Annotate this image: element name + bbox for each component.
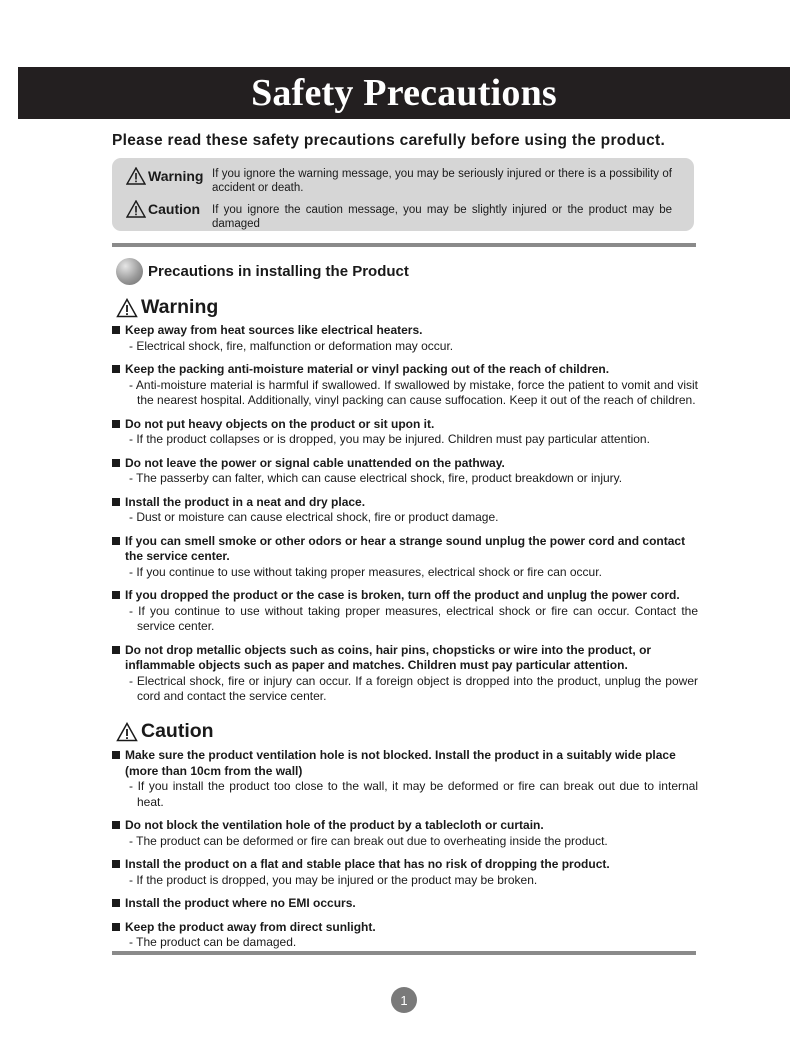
sphere-bullet-icon <box>116 258 143 285</box>
legend-warning-row <box>126 167 672 195</box>
intro-text: Please read these safety precautions carefully before using the product. <box>112 132 666 149</box>
list-item <box>112 896 698 912</box>
warning-list <box>112 323 698 713</box>
legend-caution-label: Caution <box>148 201 201 217</box>
square-bullet-icon <box>112 923 120 931</box>
bottom-divider <box>112 951 696 955</box>
item-heading: Do not put heavy objects on the product or sit upon it. <box>125 416 435 431</box>
item-heading: Do not block the ventilation hole of the product by a tablecloth or curtain. <box>125 818 544 832</box>
list-item <box>112 456 698 487</box>
list-item <box>112 748 698 810</box>
item-heading: Keep the product away from direct sunlight. <box>125 919 376 934</box>
item-detail: - If you continue to use without taking proper measures, electrical shock or fire can occur. <box>129 564 602 579</box>
item-heading: Do not drop metallic objects such as coins, hair pins, chopsticks or wire into the product, or inflammable objects such as paper and matches. Children must pay particular attention. <box>125 642 652 672</box>
item-detail: - Electrical shock, fire, malfunction or deformation may occur. <box>129 338 454 353</box>
square-bullet-icon <box>112 860 120 868</box>
page-title: Safety Precautions <box>251 72 557 114</box>
item-detail: - Anti-moisture material is harmful if swallowed. If swallowed by mistake, force the patient to vomit and visit the nearest hospital. Additionally, vinyl packing can cause suffocation. Keep it out of the reach of children. <box>129 377 698 407</box>
caution-triangle-icon <box>126 200 146 218</box>
list-item <box>112 362 698 409</box>
legend-warning-text: If you ignore the warning message, you may be seriously injured or there is a possibility of accident or death. <box>212 168 672 194</box>
warning-heading: Warning <box>116 296 218 319</box>
square-bullet-icon <box>112 821 120 829</box>
list-item <box>112 818 698 849</box>
square-bullet-icon <box>112 591 120 599</box>
caution-list <box>112 748 698 951</box>
item-detail: - If you continue to use without taking proper measures, electrical shock or fire can occur. Contact the service center. <box>129 603 698 633</box>
page-number: 1 <box>391 987 417 1013</box>
item-heading: Do not leave the power or signal cable unattended on the pathway. <box>125 455 505 470</box>
list-item <box>112 417 698 448</box>
list-item <box>112 495 698 526</box>
item-detail: - The passerby can falter, which can cause electrical shock, fire, product breakdown or injury. <box>129 471 623 485</box>
list-item <box>112 920 698 951</box>
square-bullet-icon <box>112 537 120 545</box>
list-item <box>112 534 698 581</box>
list-item <box>112 643 698 705</box>
item-heading: Install the product where no EMI occurs. <box>125 896 356 910</box>
item-detail: - If you install the product too close to the wall, it may be deformed or fire can break out due to internal heat. <box>129 779 698 809</box>
item-heading: Keep away from heat sources like electrical heaters. <box>125 323 423 337</box>
top-divider <box>112 243 696 247</box>
warning-triangle-icon <box>116 298 138 318</box>
section-title: Precautions in installing the Product <box>148 263 409 280</box>
caution-triangle-icon <box>116 722 138 742</box>
square-bullet-icon <box>112 899 120 907</box>
item-detail: - The product can be deformed or fire can break out due to overheating inside the product. <box>129 833 608 848</box>
list-item <box>112 588 698 635</box>
list-item <box>112 857 698 888</box>
item-heading: If you dropped the product or the case is broken, turn off the product and unplug the power cord. <box>125 588 680 602</box>
list-item <box>112 323 698 354</box>
legend-warning-label: Warning <box>148 168 204 184</box>
square-bullet-icon <box>112 365 120 373</box>
item-heading: If you can smell smoke or other odors or hear a strange sound unplug the power cord and contact the service center. <box>125 533 686 563</box>
warning-triangle-icon <box>126 167 146 185</box>
item-detail: - If the product collapses or is dropped, you may be injured. Children must pay particular attention. <box>129 432 650 446</box>
legend-caution-text: If you ignore the caution message, you may be slightly injured or the product may be damaged <box>212 204 672 230</box>
item-detail: - If the product is dropped, you may be injured or the product may be broken. <box>129 872 538 887</box>
item-detail: - The product can be damaged. <box>129 935 297 949</box>
item-heading: Install the product on a flat and stable place that has no risk of dropping the product. <box>125 857 610 871</box>
square-bullet-icon <box>112 751 120 759</box>
legend-caution-row <box>126 200 672 231</box>
item-heading: Make sure the product ventilation hole is not blocked. Install the product in a suitably wide place (more than 10cm from the wall) <box>125 748 676 778</box>
square-bullet-icon <box>112 498 120 506</box>
section-heading <box>116 258 409 285</box>
square-bullet-icon <box>112 646 120 654</box>
square-bullet-icon <box>112 420 120 428</box>
square-bullet-icon <box>112 459 120 467</box>
item-heading: Keep the packing anti-moisture material or vinyl packing out of the reach of children. <box>125 362 610 376</box>
square-bullet-icon <box>112 326 120 334</box>
caution-heading: Caution <box>116 720 214 743</box>
title-bar <box>18 67 790 119</box>
item-heading: Install the product in a neat and dry place. <box>125 494 366 509</box>
item-detail: - Electrical shock, fire or injury can occur. If a foreign object is dropped into the product, unplug the power cord and contact the service center. <box>129 673 698 703</box>
legend-box <box>112 158 694 231</box>
item-detail: - Dust or moisture can cause electrical shock, fire or product damage. <box>129 510 499 524</box>
